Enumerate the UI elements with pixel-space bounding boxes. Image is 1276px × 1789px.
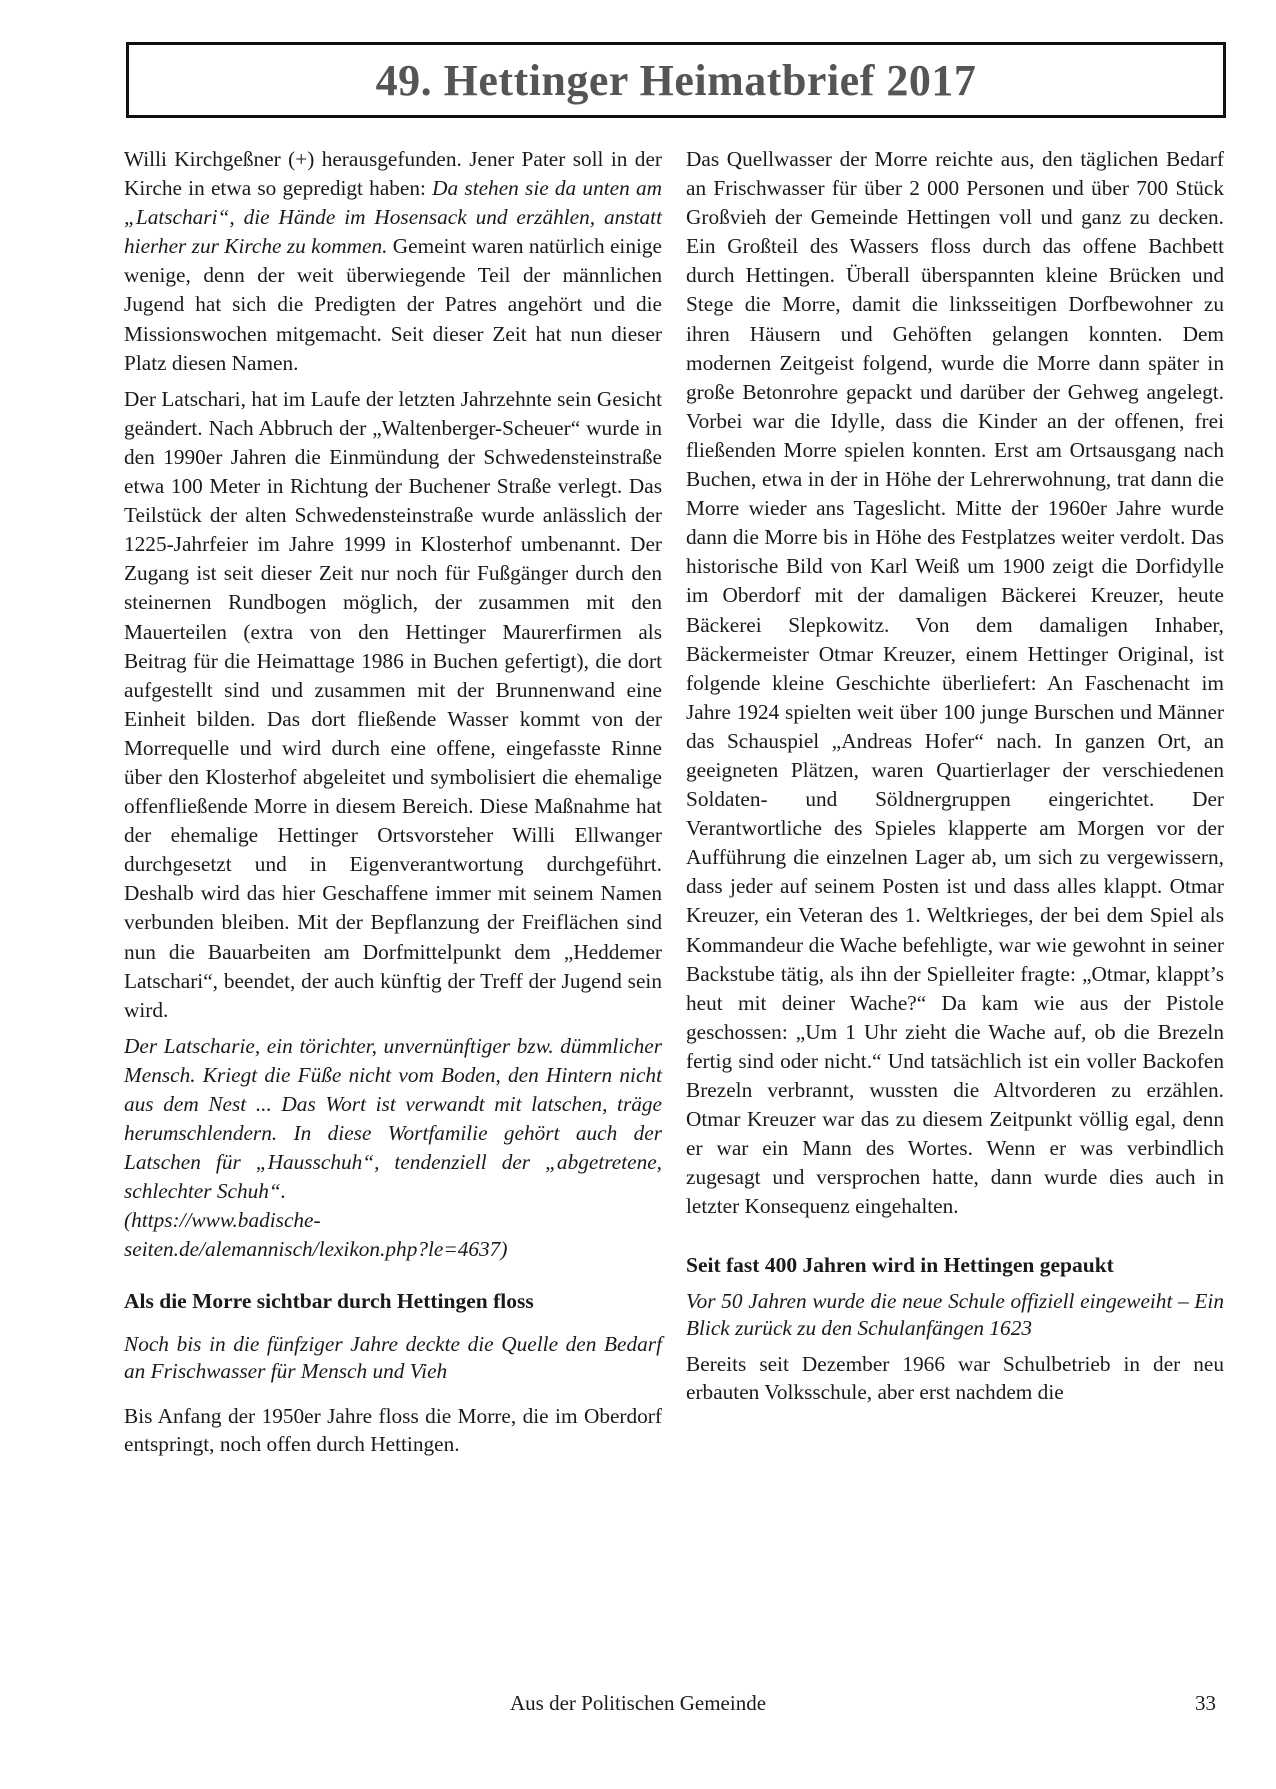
paragraph-intro — [124, 145, 662, 378]
section-subtitle-morre: Noch bis in die fünfziger Jahre deckte die Quelle den Bedarf an Frischwasser für Mensch und Vieh — [124, 1331, 662, 1383]
sermon-quote: Da stehen sie da unten am „Latschari“, die Hände im Hosensack und erzählen, anstatt hierher zur Kirche zu kommen. — [124, 176, 662, 259]
page-title: 49. Hettinger Heimatbrief 2017 — [375, 55, 977, 105]
paragraph-latschari: Der Latschari, hat im Laufe der letzten Jahrzehnte sein Gesicht geändert. Nach Abbruch der „Waltenberger-Scheuer“ wurde in den 1990er Jahren die Einmündung der Schwedensteinstraße etwa 100 Meter in Richtung der Buchener Straße verlegt. Das Teilstück der alten Schwedensteinstraße wurde anlässlich der 1225-Jahrfeier im Jahre 1999 in Klosterhof umbenannt. Der Zugang ist seit dieser Zeit nur noch für Fußgänger durch den steinernen Rundbogen möglich, der zusammen mit den Mauerteilen (extra von den Hettinger Maurerfirmen als Beitrag für die Heimattage 1986 in Buchen gefertigt), die dort aufgestellt sind und zusammen mit der Brunnenwand eine Einheit bilden. Das dort fließende Wasser kommt von der Morrequelle und wird durch eine offene, eingefasste Rinne über den Klosterhof abgeleitet und symbolisiert die ehemalige offenfließende Morre in diesem Bereich. Diese Maßnahme hat der ehemalige Hettinger Ortsvorsteher Willi Ellwanger durchgesetzt und in Eigenverantwortung durchgeführt. Deshalb wird das hier Geschaffene immer mit seinem Namen verbunden bleiben. Mit der Bepflanzung der Freiflächen sind nun die Bauarbeiten am Dorfmittelpunkt dem „Heddemer Latschari“, beendet, der auch künftig der Treff der Jugend sein wird. — [124, 386, 662, 1022]
section-heading-schule: Seit fast 400 Jahren wird in Hettingen gepaukt — [686, 1253, 1114, 1278]
header-box — [126, 42, 1226, 118]
paragraph-quellwasser: Das Quellwasser der Morre reichte aus, den täglichen Bedarf an Frischwasser für über 2 000 Personen und über 700 Stück Großvieh der Gemeinde Hettingen voll und ganz zu decken. Ein Großteil des Wassers floss durch das offene Bachbett durch Hettingen. Überall überspannten kleine Brücken und Stege die Morre, damit die linksseitigen Dorfbewohner zu ihren Häusern und Gehöften gelangen konnten. Dem modernen Zeitgeist folgend, wurde die Morre dann später in große Betonrohre gepackt und darüber der Gehweg angelegt. Vorbei war die Idylle, dass die Kinder an der offenen, frei fließenden Morre spielen konnten. Erst am Ortsausgang nach Buchen, etwa in der in Höhe der Lehrerwohnung, trat dann die Morre wieder ans Tageslicht. Mitte der 1960er Jahre wurde dann die Morre bis in Höhe des Festplatzes weiter verdolt. Das historische Bild von Karl Weiß um 1900 zeigt die Dorfidylle im Oberdorf mit der damaligen Bäckerei Kreuzer, heute Bäckerei Slepkowitz. Von dem damaligen Inhaber, Bäckermeister Otmar Kreuzer, einem Hettinger Original, ist folgende kleine Geschichte überliefert: An Faschenacht im Jahre 1924 spielten weit über 100 junge Burschen und Männer das Schauspiel „Andreas Hofer“ nach. In ganzen Ort, an geeigneten Plätzen, waren Quartierlager der verschiedenen Soldaten- und Söldnergruppen eingerichtet. Der Verantwortliche des Spieles klapperte am Morgen vor der Aufführung die einzelnen Lager ab, um sich zu vergewissern, dass jeder auf seinem Posten ist und dass alles klappt. Otmar Kreuzer, ein Veteran des 1. Weltkrieges, der bei dem Spiel als Kommandeur die Wache befehligte, war wie gewohnt in seiner Backstube tätig, als ihn der Spielleiter fragte: „Otmar, klappt’s heut mit deiner Wache?“ Da kam wie aus der Pistole geschossen: „Um 1 Uhr zieht die Wache auf, ob die Brezeln fertig sind oder nicht.“ Und tatsächlich ist ein voller Backofen Brezeln verbrannt, wussten die Altvorderen zu erzählen. Otmar Kreuzer war das zu diesem Zeitpunkt völlig egal, denn er war ein Mann des Wortes. Wenn er was verbindlich zugesagt und versprochen hatte, dann wurde dies auch in letzter Konsequenz eingehalten. — [686, 147, 1224, 1219]
source-url-line2: seiten.de/alemannisch/lexikon.php?le=4637) — [124, 1237, 508, 1262]
page-number: 33 — [1195, 1691, 1216, 1715]
left-column — [124, 145, 662, 1458]
paragraph-intro-start: Willi Kirchgeßner (+) herausgefunden. Jener Pater soll in der Kirche in etwa so gepredigt haben: — [124, 147, 662, 201]
paragraph-morre-start: Bis Anfang der 1950er Jahre floss die Morre, die im Oberdorf entspringt, noch offen durch Hettingen. — [124, 1403, 662, 1456]
footer-section-label: Aus der Politischen Gemeinde — [509, 1691, 767, 1715]
section-subtitle-schule: Vor 50 Jahren wurde die neue Schule offiziell eingeweiht – Ein Blick zurück zu den Schulanfängen 1623 — [686, 1289, 1224, 1341]
definition-text: Der Latscharie, ein törichter, unvernünftiger bzw. dümmlicher Mensch. Kriegt die Füße nicht vom Boden, den Hintern nicht aus dem Nest ... Das Wort ist verwandt mit latschen, träge herumschlendern. In diese Wortfamilie gehört auch der Latschen für „Hausschuh“, tendenziell der „abgetretene, schlechter Schuh“. — [124, 1033, 662, 1204]
source-url-line1: (https://www.badische- — [124, 1208, 321, 1233]
section-heading-morre: Als die Morre sichtbar durch Hettingen floss — [124, 1288, 534, 1313]
paragraph-intro-end: Gemeint waren natürlich einige wenige, denn der weit überwiegende Teil der männlichen Jugend hat sich die Predigten der Patres angehört und die Missionswochen mitgemacht. Seit dieser Zeit hat nun dieser Platz diesen Namen. — [124, 234, 662, 375]
paragraph-schule-start: Bereits seit Dezember 1966 war Schulbetrieb in der neu erbauten Volksschule, aber erst nachdem die — [686, 1352, 1224, 1405]
right-column — [686, 145, 1224, 1406]
